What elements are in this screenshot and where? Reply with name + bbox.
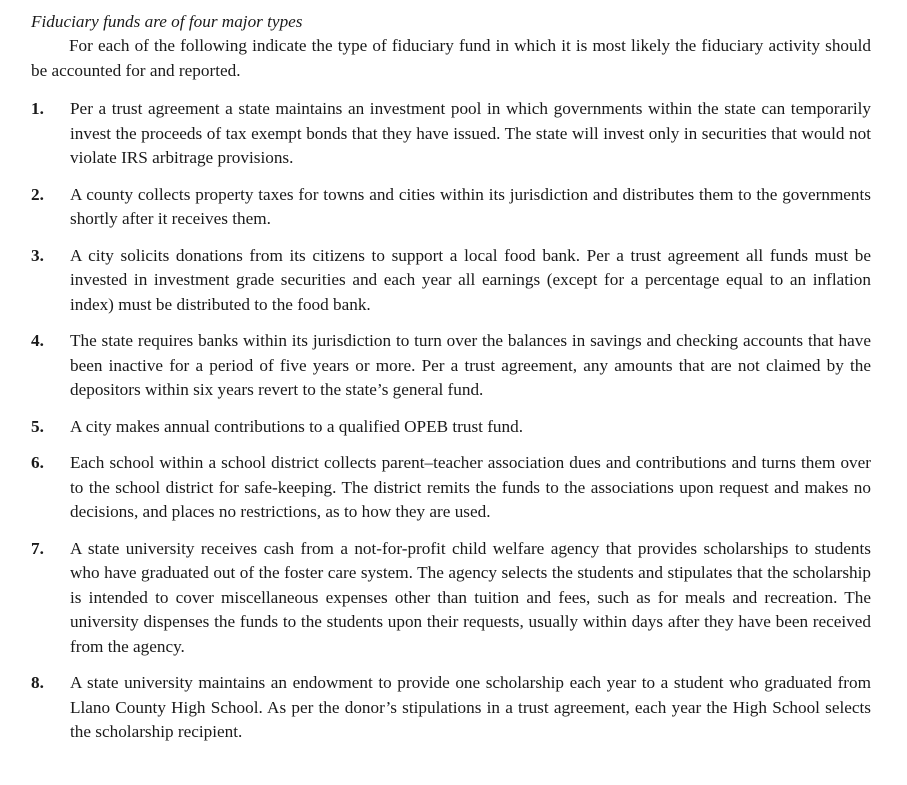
problem-item [31, 244, 871, 318]
problem-text: The state requires banks within its jurisdiction to turn over the balances in savings and checking accounts that have been inactive for a period of five years or more. Per a trust agreement, any amounts that are not claimed by the depositors within six years revert to the state’s general fund. [70, 331, 871, 399]
problem-number: 7. [31, 538, 44, 558]
problem-number: 4. [31, 331, 44, 350]
problem-text: A state university maintains an endowment to provide one scholarship each year to a student who graduated from Llano County High School. As per the donor’s stipulations in a trust agreement, each year the High School selects the scholarship recipient. [70, 673, 871, 741]
problem-item [31, 415, 871, 440]
section-heading: Fiduciary funds are of four major types [31, 12, 303, 31]
problem-text: Per a trust agreement a state maintains an investment pool in which governments within the state can temporarily invest the proceeds of tax exempt bonds that they have issued. The state will invest only in securities that would not violate IRS arbitrage provisions. [70, 99, 871, 167]
problem-item [31, 537, 871, 660]
problem-item [31, 329, 871, 403]
problem-list [31, 97, 871, 745]
problem-item [31, 671, 871, 745]
problem-text: A state university receives cash from a not-for-profit child welfare agency that provides scholarships to students who have graduated out of the foster care system. The agency selects the students and stipulates that the scholarship is intended to cover miscellaneous expenses other than tuition and fees, such as for meals and recreation. The university dispenses the funds to the students upon their requests, usually within days after they have been received from the agency. [70, 538, 871, 656]
problem-item [31, 183, 871, 232]
intro-paragraph: For each of the following indicate the type of fiduciary fund in which it is most likely the fiduciary activity should be accounted for and reported. [31, 36, 871, 80]
problem-number: 6. [31, 453, 44, 472]
problem-number: 3. [31, 245, 44, 265]
problem-number: 2. [31, 184, 44, 204]
problem-text: A county collects property taxes for towns and cities within its jurisdiction and distributes them to the governments shortly after it receives them. [70, 184, 871, 228]
problem-item [31, 451, 871, 525]
problem-number: 5. [31, 416, 44, 436]
problem-text: A city makes annual contributions to a qualified OPEB trust fund. [70, 416, 524, 436]
problem-number: 1. [31, 99, 44, 118]
problem-number: 8. [31, 673, 44, 692]
problem-text: Each school within a school district collects parent–teacher association dues and contributions and turns them over to the school district for safe-keeping. The district remits the funds to the associations upon request and makes no decisions, and places no restrictions, as to how they are used. [70, 453, 871, 521]
problem-item [31, 97, 871, 171]
problem-text: A city solicits donations from its citizens to support a local food bank. Per a trust agreement all funds must be invested in investment grade securities and each year all earnings (except for a percentage equal to an inflation index) must be distributed to the food bank. [70, 245, 871, 314]
